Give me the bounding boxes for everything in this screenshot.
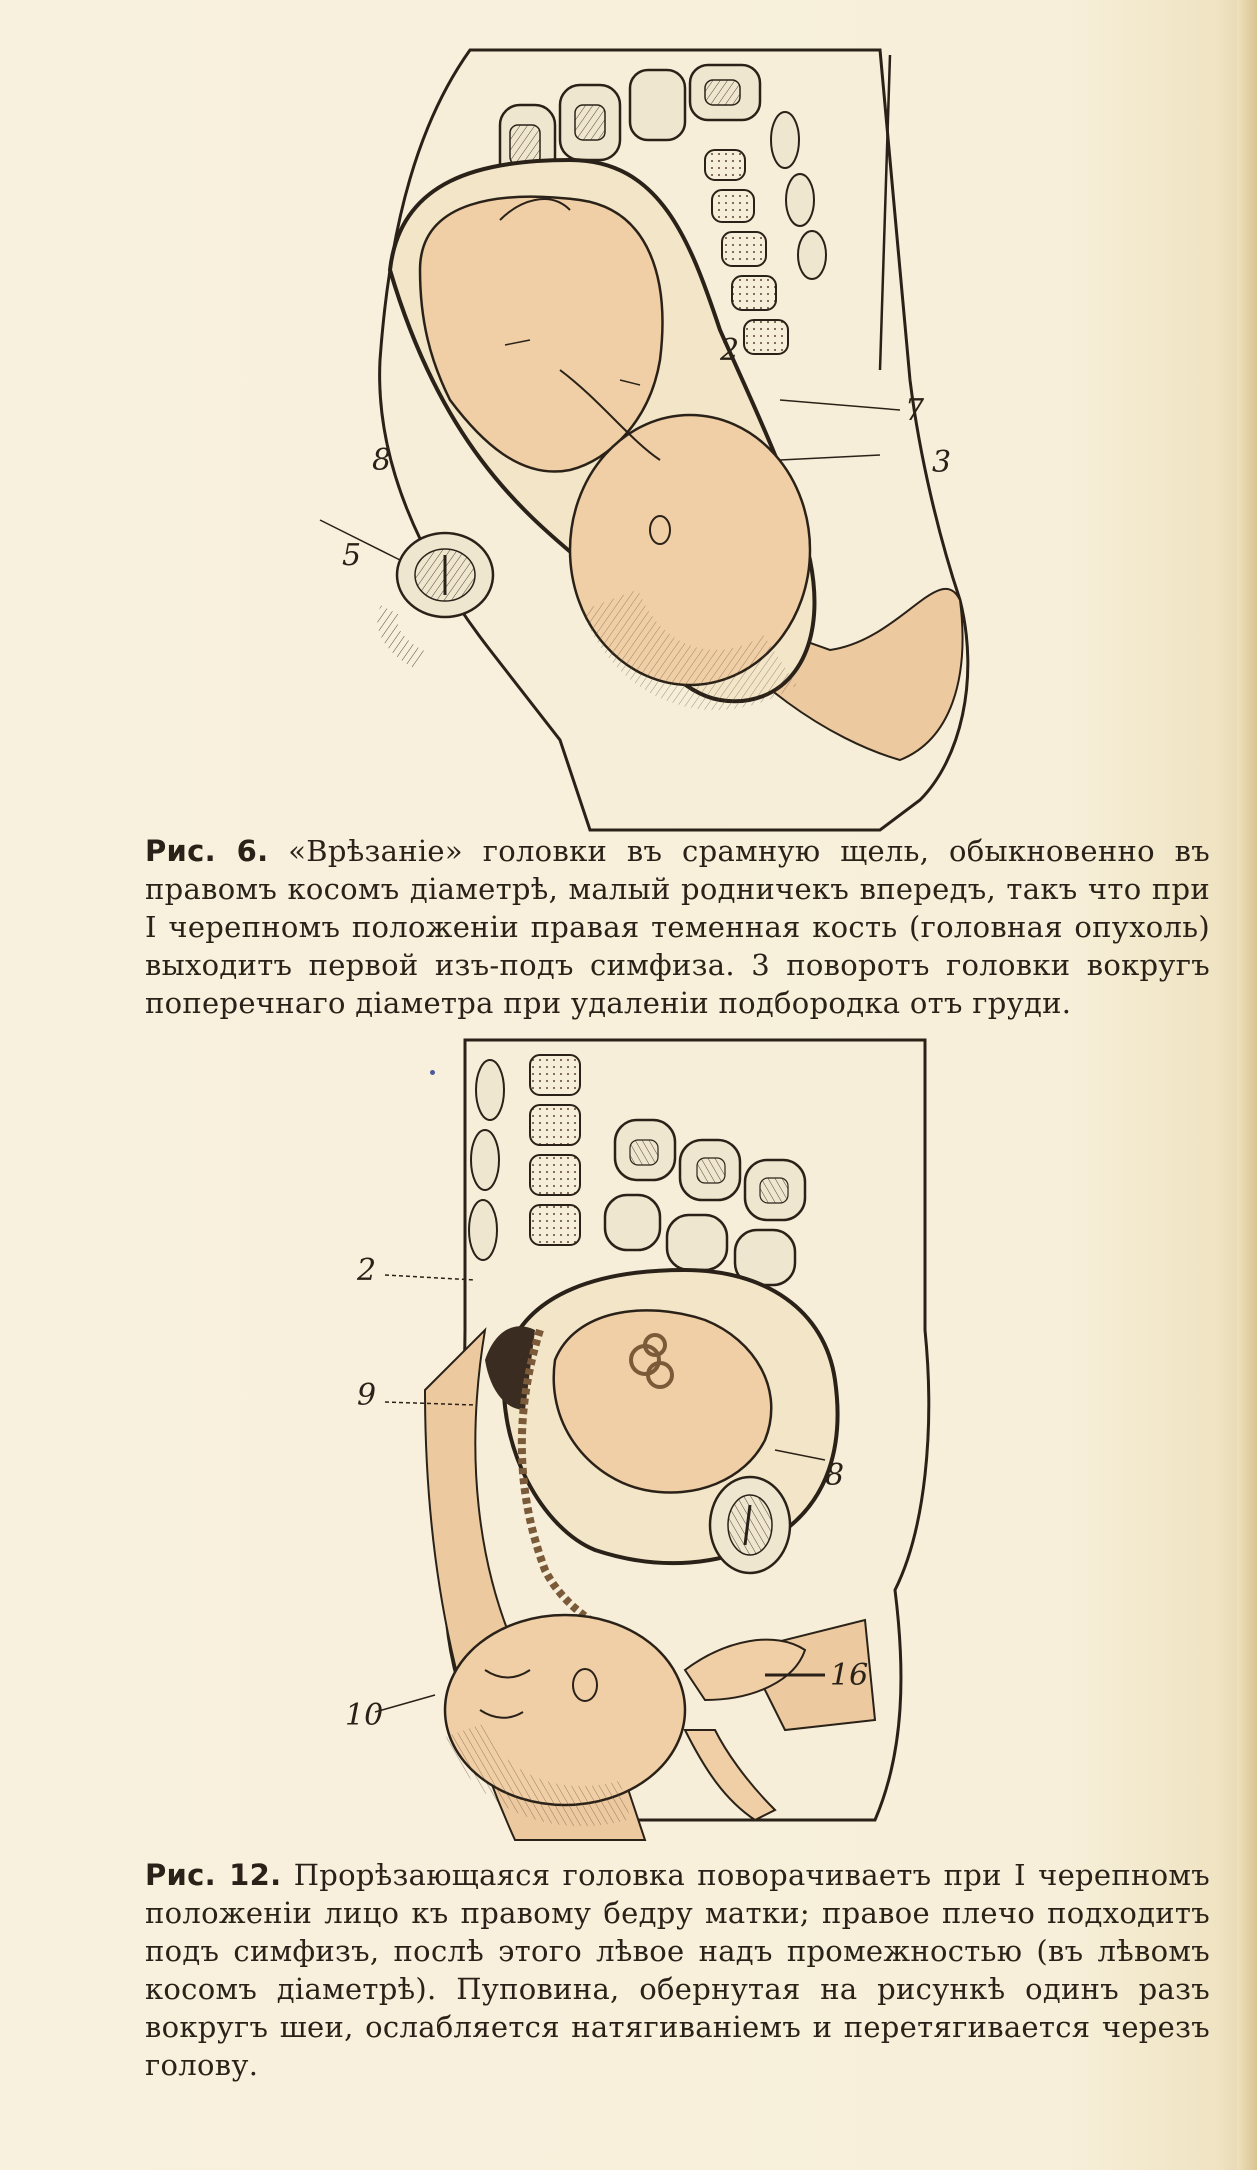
callout-2: 2 — [720, 333, 740, 368]
callout-10: 10 — [345, 1698, 384, 1733]
callout-8: 8 — [825, 1458, 845, 1493]
callout-8: 8 — [372, 443, 392, 478]
callout-5: 5 — [342, 538, 362, 573]
figure-12-illustration — [345, 1030, 945, 1840]
figure-12-caption — [145, 1856, 1210, 2084]
callout-9: 9 — [357, 1378, 377, 1413]
callout-2: 2 — [357, 1253, 377, 1288]
callout-7: 7 — [905, 393, 925, 428]
figure-6-caption — [145, 832, 1210, 1022]
figure-6-illustration — [342, 40, 980, 830]
callout-3: 3 — [932, 445, 952, 480]
figure-6-caption-text: «Врѣзаніе» головки въ срамную щель, обыкновенно въ правомъ косомъ діаметрѣ, малый родничекъ впередъ, такъ что при I черепномъ положеніи правая теменная кость (головная опухоль) выходитъ первой изъ-подъ симфиза. 3 поворотъ головки вокругъ поперечнаго діаметра при удаленіи подбородка отъ груди. — [145, 834, 1210, 1020]
figure-12-label: Рис. 12. — [145, 1858, 282, 1892]
figure-12-caption-text: Прорѣзающаяся головка поворачиваетъ при I черепномъ положеніи лицо къ правому бедру матки; правое плечо подходитъ подъ симфизъ, послѣ этого лѣвое надъ промежностью (въ лѣвомъ косомъ діаметрѣ). Пуповина, обернутая на рисункѣ одинъ разъ вокругъ шеи, ослабляется натягиваніемъ и перетягивается черезъ голову. — [145, 1858, 1210, 2082]
page-edge — [1237, 0, 1257, 2170]
figure-6-label: Рис. 6. — [145, 834, 269, 868]
callout-16: 16 — [830, 1658, 869, 1693]
